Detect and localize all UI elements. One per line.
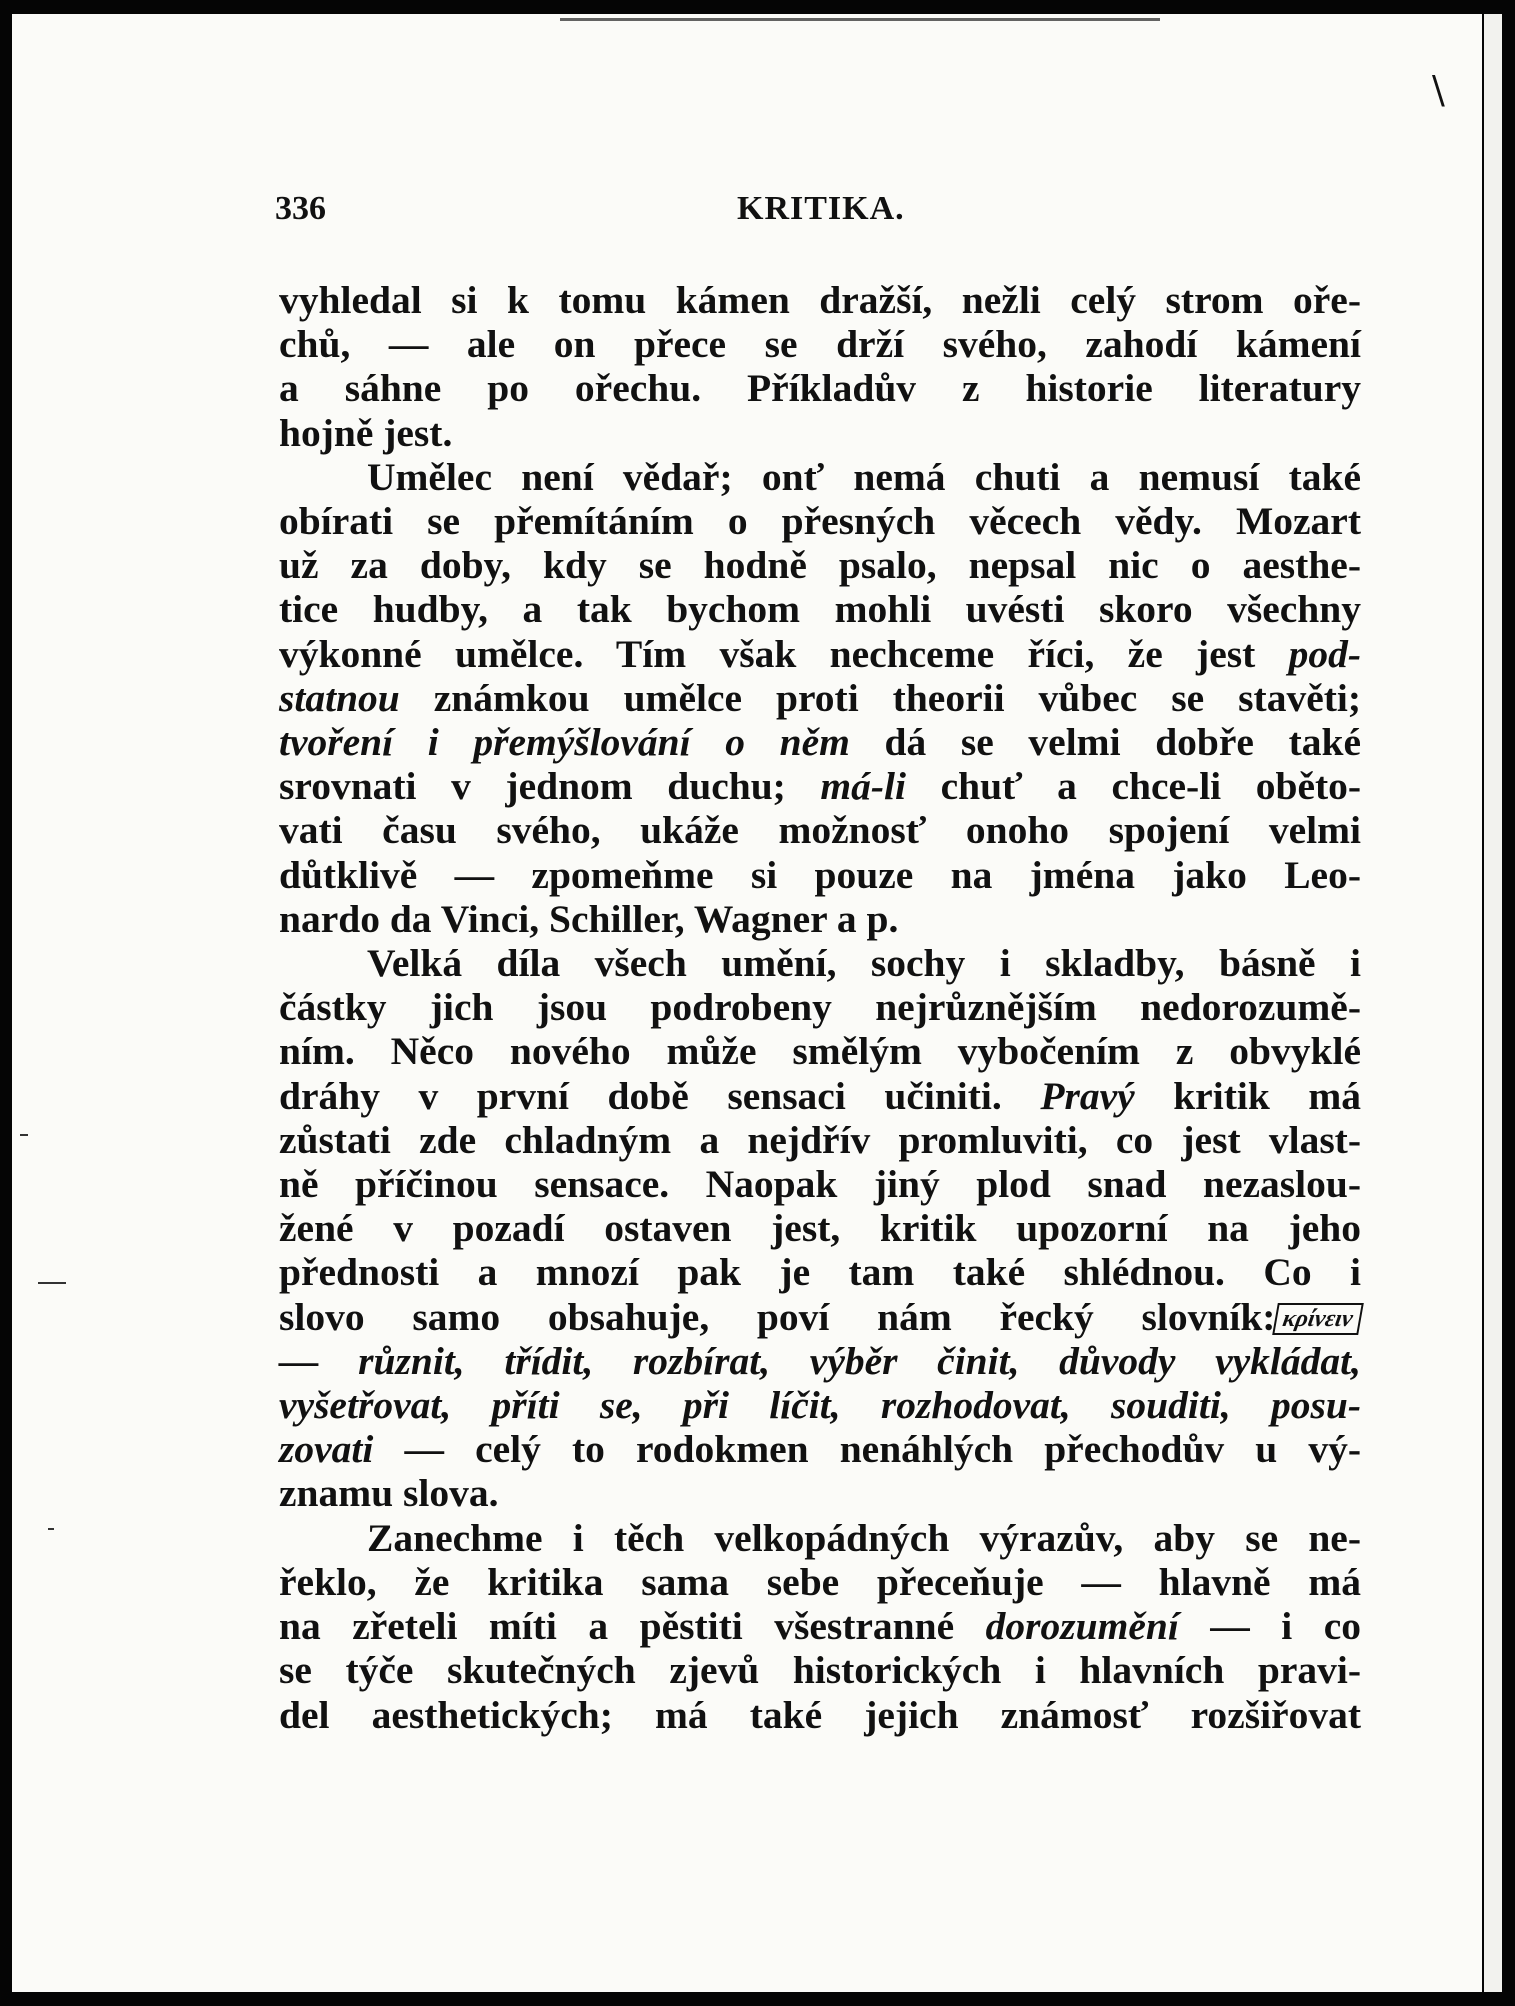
text-line: zovati — celý to rodokmen nenáhlých přechodův u vý- xyxy=(279,1427,1362,1472)
text-line: výkonné umělce. Tím však nechceme říci, že jest pod- xyxy=(279,631,1361,676)
text-line: — různit, třídit, rozbírat, výběr činit, důvody vykládat, xyxy=(279,1338,1361,1383)
text-line: důtklivě — zpomeňme si pouze na jména jako Leo- xyxy=(279,852,1361,897)
text-line: slovo samo obsahuje, poví nám řecký slovník: κρίνειν xyxy=(279,1295,1361,1339)
text-line: zůstati zde chladným a nejdřív promluviti, co jest vlast- xyxy=(279,1117,1361,1162)
body-text xyxy=(279,278,1361,1737)
text-line: řeklo, že kritika sama sebe přeceňuje — hlavně má xyxy=(279,1559,1361,1604)
text-line: del aesthetických; má také jejich známosť rozšiřovat xyxy=(279,1692,1361,1737)
text-line: chů, — ale on přece se drží svého, zahodí kámení xyxy=(279,322,1361,367)
greek-word: κρίνειν xyxy=(1273,1303,1364,1335)
text-line: Velká díla všech umění, sochy i skladby, básně i xyxy=(367,941,1361,986)
text-line: tvoření i přemýšlování o něm dá se velmi dobře také xyxy=(279,720,1361,765)
text-line: na zřeteli míti a pěstiti všestranné dorozumění — i co xyxy=(279,1604,1362,1649)
text-line: částky jich jsou podrobeny nejrůznějším nedorozumě- xyxy=(279,985,1361,1030)
text-line: znamu slova. xyxy=(279,1471,499,1516)
text-line: se týče skutečných zjevů historických i hlavních pravi- xyxy=(279,1648,1361,1693)
text-line: dráhy v první době sensaci učiniti. Pravý kritik má xyxy=(279,1073,1361,1118)
text-line: žené v pozadí ostaven jest, kritik upozorní na jeho xyxy=(279,1206,1361,1251)
text-line: obírati se přemítáním o přesných věcech vědy. Mozart xyxy=(279,499,1361,544)
text-line: už za doby, kdy se hodně psalo, nepsal nic o aesthe- xyxy=(279,543,1361,588)
text-line: vati času svého, ukáže možnosť onoho spojení velmi xyxy=(279,808,1361,853)
running-head xyxy=(275,190,1362,230)
text-line: vyhledal si k tomu kámen dražší, nežli celý strom oře- xyxy=(279,278,1361,322)
text-line: přednosti a mnozí pak je tam také shlédnou. Co i xyxy=(279,1250,1361,1295)
text-line: nardo da Vinci, Schiller, Wagner a p. xyxy=(279,896,899,941)
text-line: ně příčinou sensace. Naopak jiný plod snad nezaslou- xyxy=(279,1162,1361,1207)
text-line: Umělec není vědař; onť nemá chuti a nemusí také xyxy=(367,454,1361,499)
margin-mark xyxy=(20,1134,28,1136)
text-line: srovnati v jednom duchu; má-li chuť a chce-li obětо- xyxy=(279,764,1362,809)
running-title: KRITIKA. xyxy=(737,190,905,227)
pencil-mark: \ xyxy=(1432,68,1445,112)
text-line: hojně jest. xyxy=(279,410,453,455)
text-line: statnou známkou umělce proti theorii vůbec se stavěti; xyxy=(279,675,1362,720)
text-line: vyšetřovat, příti se, při líčit, rozhodovat, souditi, posu- xyxy=(279,1383,1361,1428)
page-number: 336 xyxy=(275,190,326,227)
text-line: ním. Něco nového může smělým vybočením z obvyklé xyxy=(279,1029,1361,1074)
text-line: tice hudby, a tak bychom mohli uvésti skoro všechny xyxy=(279,587,1361,632)
margin-mark xyxy=(48,1528,54,1530)
text-line: a sáhne po ořechu. Příkladův z historie literatury xyxy=(279,366,1361,411)
text-line: Zanechme i těch velkopádných výrazův, aby se ne- xyxy=(367,1515,1361,1560)
top-rule xyxy=(560,18,1160,21)
page-edge xyxy=(1484,14,1502,1992)
margin-mark xyxy=(38,1282,66,1284)
